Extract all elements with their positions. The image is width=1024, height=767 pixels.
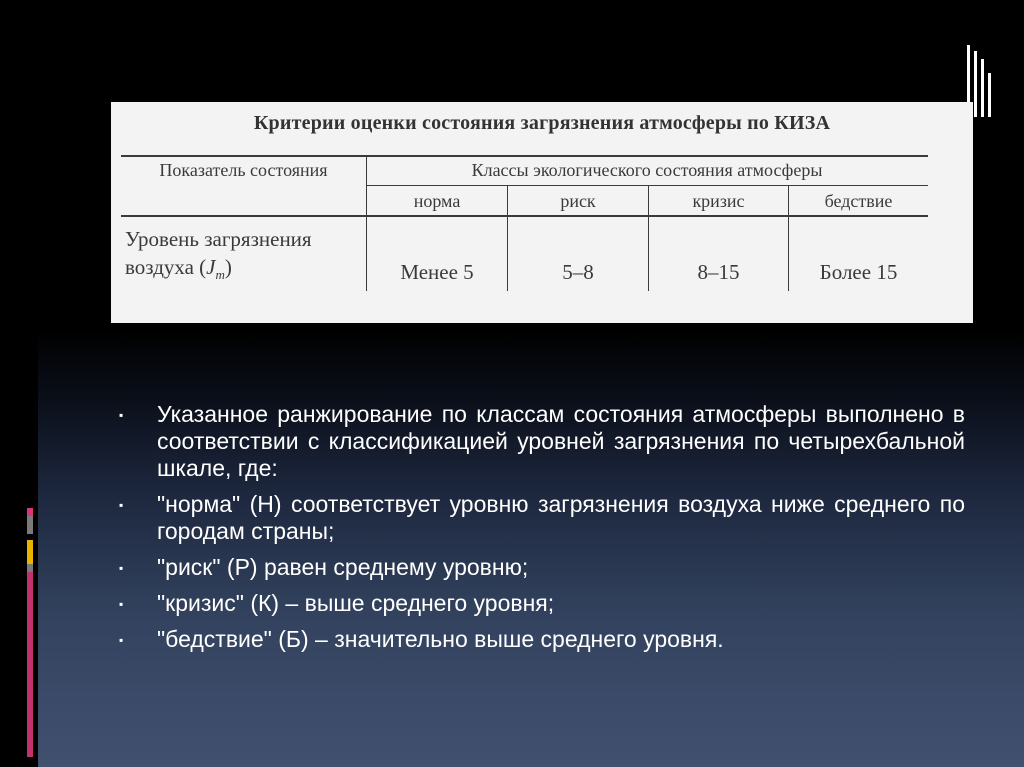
accent-bar-pink-top: [27, 508, 33, 516]
table-value-crisis: 8–15: [697, 260, 740, 284]
table-row-label-line1: Уровень загрязнения: [125, 227, 312, 251]
criteria-table: [111, 102, 973, 323]
table-row-label-line2: [125, 255, 232, 283]
table-value-disaster: Более 15: [819, 260, 898, 284]
table-class-header-risk: риск: [560, 191, 596, 211]
table-class-header-norm: норма: [413, 191, 461, 211]
bullet-item: [119, 590, 965, 617]
table-rule-top: [121, 155, 928, 157]
bullet-text: "риск" (Р) равен среднему уровню;: [157, 554, 529, 580]
table-rule-header: [121, 215, 928, 217]
table-rule-group: [366, 185, 928, 186]
bullet-text: "кризис" (К) – выше среднего уровня;: [157, 590, 555, 616]
left-accent-strip: [0, 0, 38, 767]
bullet-marker-icon: ▪: [119, 498, 124, 512]
row-label-symbol: J: [206, 255, 216, 279]
bullet-marker-icon: ▪: [119, 561, 124, 575]
accent-bar-pink: [27, 572, 33, 757]
table-class-header-disaster: бедствие: [824, 191, 893, 211]
table-group-header: Классы экологического состояния атмосферы: [471, 160, 823, 180]
bullet-text: Указанное ранжирование по классам состояния атмосферы выполнено в соответствии с классификацией уровней загрязнения по четырехбальной шкале, где:: [157, 401, 965, 481]
bullet-text: "норма" (Н) соответствует уровню загрязнения воздуха ниже среднего по городам страны;: [157, 491, 965, 544]
bullet-text: "бедствие" (Б) – значительно выше среднего уровня.: [157, 626, 724, 652]
accent-bar-gray-top: [27, 516, 33, 534]
table-title: Критерии оценки состояния загрязнения атмосферы по КИЗА: [253, 112, 831, 134]
table-class-header-crisis: кризис: [692, 191, 745, 211]
bullet-marker-icon: ▪: [119, 408, 124, 422]
bullet-item: [119, 626, 965, 653]
table-col1-header: Показатель состояния: [159, 160, 328, 180]
accent-bar-gray-bottom: [27, 564, 33, 572]
bullet-marker-icon: ▪: [119, 597, 124, 611]
bullet-marker-icon: ▪: [119, 633, 124, 647]
table-value-risk: 5–8: [562, 260, 594, 284]
row-label-suffix: ): [224, 255, 232, 279]
table-value-norm: Менее 5: [400, 260, 474, 284]
bullet-item: [119, 554, 965, 581]
accent-bar-yellow: [27, 540, 33, 564]
bullet-list: [119, 401, 965, 662]
bullet-item: [119, 401, 965, 482]
row-label-subscript: m: [215, 267, 225, 283]
bullet-item: [119, 491, 965, 545]
row-label-prefix: воздуха (: [125, 255, 207, 279]
